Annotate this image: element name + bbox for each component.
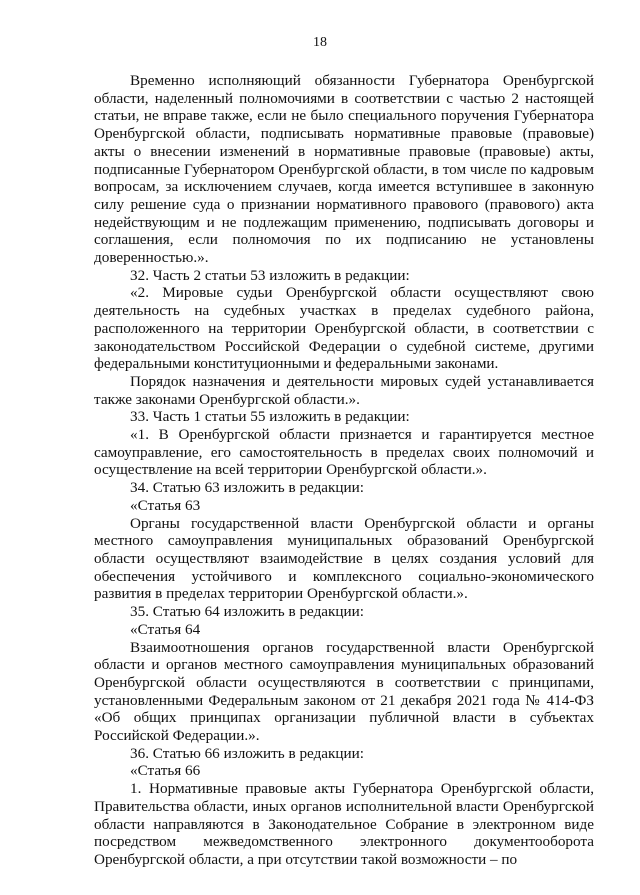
paragraph-item-36: 36. Статью 66 изложить в редакции: xyxy=(130,744,365,762)
paragraph-magistrates: «2. Мировые судьи Оренбургской области осуществляют свою деятельность на судебных участках в пределах судебного района, расположенного на территории Оренбургской области, в соответствии с законодательством Российской Федерации о судебной системе, другими федеральными конституционными и федеральными законами. xyxy=(94,284,594,373)
paragraph-article-66-part-1: 1. Нормативные правовые акты Губернатора Оренбургской области, Правительства области, иных органов исполнительной власти Оренбургской области направляются в Законодательное Собрание в электронном виде посредством межведомственного электронного документооборота Оренбургской области, а при отсутствии такой возможности – по xyxy=(94,780,594,868)
document-body xyxy=(94,72,594,869)
paragraph-article-63: Органы государственной власти Оренбургской области и органы местного самоуправления муниципальных образований Оренбургской области осуществляют взаимодействие в целях создания условий для обеспечения устойчивого и комплексного социально-экономического развития в пределах территории Оренбургской области.». xyxy=(94,514,594,603)
paragraph-article-64: Взаимоотношения органов государственной власти Оренбургской области и органов местного самоуправления муниципальных образований Оренбургской области осуществляются в соответствии с принципами, установленными Федеральным законом от 21 декабря 2021 года № 414-ФЗ «Об общих принципах организации публичной власти в субъектах Российской Федерации.». xyxy=(94,638,594,745)
paragraph-item-34: 34. Статью 63 изложить в редакции: xyxy=(130,479,365,497)
page-number: 18 xyxy=(313,35,327,50)
article-66-heading: «Статья 66 xyxy=(130,762,201,780)
paragraph-governor-acting: Временно исполняющий обязанности Губернатора Оренбургской области, наделенный полномочиями в соответствии с частью 2 настоящей статьи, не вправе также, если не было специального поручения Губернатора Оренбургской области, подписывать нормативные правовые (правовые) акты о внесении изменений в нормативные правовые (правовые) акты, подписанные Губернатором Оренбургской области, в том числе по кадровым вопросам, за исключением случаев, когда имеется вступившее в законную силу решение суда о признании нормативного правового (правового) акта недействующим и не подлежащим применению, подписывать договоры и соглашения, если полномочия по их подписанию не установлены доверенностью.». xyxy=(94,72,594,267)
article-63-heading: «Статья 63 xyxy=(130,496,201,514)
paragraph-local-self-government: «1. В Оренбургской области признается и гарантируется местное самоуправление, его самостоятельность в пределах своих полномочий и осуществление на всей территории Оренбургской области.». xyxy=(94,426,594,479)
paragraph-item-35: 35. Статью 64 изложить в редакции: xyxy=(130,603,365,621)
paragraph-magistrates-procedure: Порядок назначения и деятельности мировых судей устанавливается также законами Оренбургской области.». xyxy=(94,372,594,408)
article-64-heading: «Статья 64 xyxy=(130,620,201,638)
paragraph-item-33: 33. Часть 1 статьи 55 изложить в редакции: xyxy=(130,408,410,426)
paragraph-item-32: 32. Часть 2 статьи 53 изложить в редакции: xyxy=(130,266,410,284)
